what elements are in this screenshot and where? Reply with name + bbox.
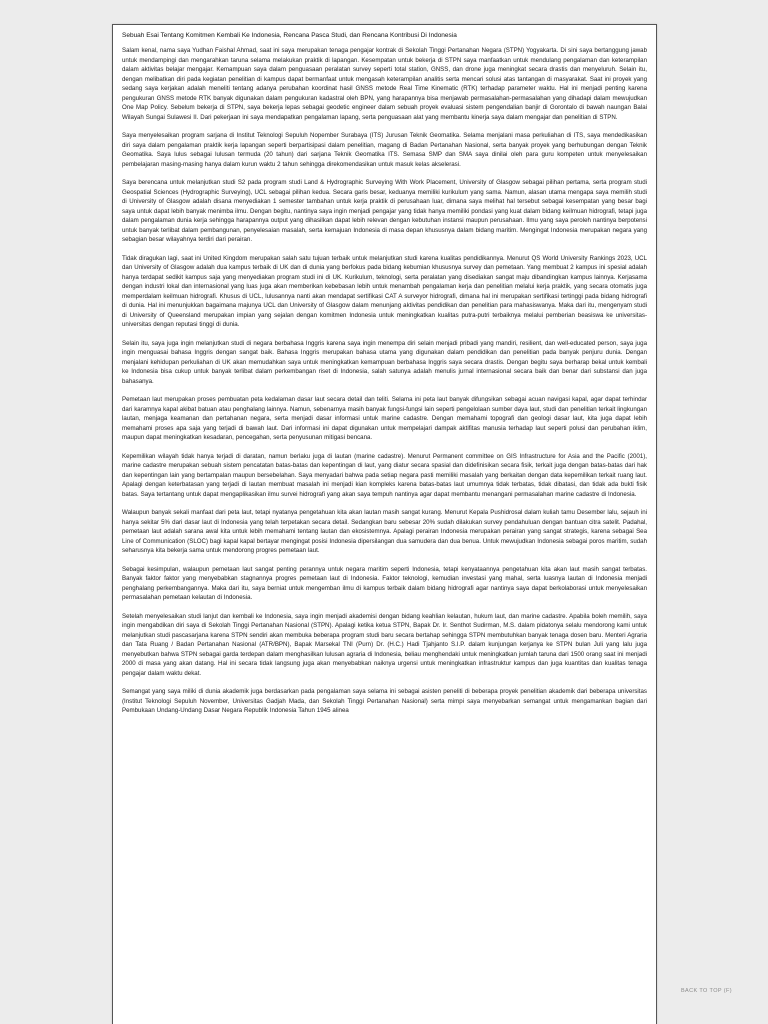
paragraph-conclusion: Sebagai kesimpulan, walaupun pemetaan laut sangat penting perannya untuk negara maritim seperti Indonesia, tetapi kenyataannya pengetahuan kita akan laut masih sangat terbatas. Banyak faktor faktor yang menyebabkan stagnannya progres pemetaan laut di Indonesia. Faktor teknologi, kemudian investasi yang mahal, serta luasnya lautan di Indonesia menjadi penghalang perkembangannya. Maka dari itu, saya berniat untuk mengemban ilmu di kampus terbaik dalam bidang hidrografi agar nantinya saya dapat berkolaborasi untuk menyelesaikan permasalahan pemetaan kelautan di Indonesia.	[122, 565, 647, 601]
paragraph-post-study: Setelah menyelesaikan studi lanjut dan kembali ke Indonesia, saya ingin menjadi akademisi dengan bidang keahlian kelautan, hukum laut, dan marine cadastre. Apabila boleh memilih, saya ingin mengabdikan diri saya di Sekolah Tinggi Pertanahan Nasional (STPN). Apalagi ketika ketua STPN, Bapak Dr. Ir. Senthot Sudirman, M.S. dalam pidatonya selalu mendorong kami untuk melanjutkan studi pascasarjana karena STPN sendiri akan membuka beberapa program studi baru secara bertahap sehingga STPN membutuhkan banyak tenaga dosen baru. Menteri Agraria dan Tata Ruang / Badan Pertanahan Nasional (ATR/BPN), Bapak Marsekal TNI (Purn) Dr. (H.C.) Hadi Tjahjanto S.I.P. dalam kunjungan kerjanya ke STPN bulan Juli yang lalu juga menyebutkan bahwa STPN sebagai garda terdepan dalam menghasilkan lulusan agraria di Indonesia, beliau menghendaki untuk meningkatkan jumlah taruna dari 1500 orang saat ini menjadi 2000 di masa yang akan datang. Hal ini secara tidak langsung juga akan menyebabkan naiknya urgensi untuk meningkatkan infrastruktur kampus dan juga kuantitas dan kualitas tenaga pengajar dalam waktu dekat.	[122, 612, 647, 677]
paragraph-uk-reasons: Tidak diragukan lagi, saat ini United Kingdom merupakan salah satu tujuan terbaik untuk melanjutkan studi karena kualitas pendidikannya. Menurut QS World University Rankings 2023, UCL dan University of Glasgow adalah dua kampus terbaik di UK dan di dunia yang berfokus pada bidang kebumian khususnya survey dan pemetaan. Yang membuat 2 kampus ini spesial adalah hanya terdapat sedikit kampus saja yang menyediakan program studi ini di UK. Kurikulum, teknologi, serta peralatan yang disediakan sangat maju dibandingkan kampus lainnya. Kerjasama dengan industri lokal dan internasional yang luas juga akan memberikan kebebasan lebih untuk menambah pengalaman kerja dan penelitian melalui kerja praktik, yang secara otomatis juga memperdalam keilmuan hidrografi. Khusus di UCL, lulusannya nanti akan mendapat sertifikasi CAT A surveyor hidrografi, dimana hal ini merupakan sertifikasi tertinggi pada bidang hidrografi di dunia. Hal ini menunjukkan bagaimana majunya UCL dan University of Glasgow dalam menunjang aktivitas pendidikan dan penelitian para mahasiswanya. Maka dari itu, mengenyam studi di University of Queensland merupakan impian yang sejalan dengan komitmen Indonesia untuk meningkatkan kualitas putra-putri terbaiknya melalui pemberian beasiswa ke universitas-universitas dengan reputasi tinggi di dunia.	[122, 254, 647, 328]
paragraph-sea-knowledge: Walaupun banyak sekali manfaat dari peta laut, tetapi nyatanya pengetahuan kita akan lautan masih sangat kurang. Menurut Kepala Pushidrosal dalam kuliah tamu Desember lalu, sejauh ini hanya sekitar 5% dari dasar laut di Indonesia yang telah terpetakan secara detail. Sedangkan baru sebesar 20% sudah dilakukan survey pendahuluan dengan bantuan citra satelit. Padahal, pemetaan laut adalah sarana awal kita untuk lebih memahami tentang lautan dan ekosistemnya. Apalagi perairan Indonesia merupakan perairan yang sangat strategis, karena sebagai Sea Line of Communication (SLOC) bagi kapal kapal bertayar mengingat posisi Indonesia dipersilangan dua samudera dan dua benua. Untuk mewujudkan Indonesia sebagai poros maritim, sudah seharusnya kita bekerja sama untuk mendorong progres pemetaan laut.	[122, 509, 647, 554]
paragraph-sea-mapping: Pemetaan laut merupakan proses pembuatan peta kedalaman dasar laut secara detail dan teliti. Selama ini peta laut banyak difungsikan sebagai acuan navigasi kapal, agar dapat terhindar dari karamnya kapal akibat batuan atau penghalang lainnya. Namun, sebenarnya masih banyak fungsi-fungsi lain seperti pengelolaan sumber daya laut, studi dan penelitian terkait lingkungan lautan, menjaga keamanan dan pertahanan negara, serta menjadi dasar informasi untuk marine cadastre. Dengan memahami topografi dan geologi dasar laut, kita juga dapat lebih memahami proses apa saja yang terjadi di bawah laut. Dari informasi ini dapat digunakan untuk mempelajari dampak aktifitas manusia terhadap laut seperti polusi dan perubahan iklim, maupun dapat meningkatkan kesadaran, pencegahan, serta penyusunan mitigasi bencana.	[122, 396, 647, 441]
page-content	[113, 25, 656, 716]
document-title: Sebuah Esai Tentang Komitmen Kembali Ke Indonesia, Rencana Pasca Studi, dan Rencana Kontribusi Di Indonesia	[122, 32, 457, 39]
paragraph-study-plan: Saya berencana untuk melanjutkan studi S2 pada program studi Land & Hydrographic Surveying With Work Placement, University of Glasgow sebagai pilihan pertama, serta program studi Geospatial Sciences (Hydrographic Surveying), UCL sebagai pilihan kedua. Secara garis besar, keduanya memiliki kurikulum yang sama. Namun, alasan utama mengapa saya memilih studi di University of Glasgow adalah disana menyediakan 1 semester tambahan untuk kerja praktik di perusahaan luar, dimana saya melihat hal tersebut sebagai kesempatan yang besar bagi saya untuk dapat lebih banyak menimba ilmu. Dengan begitu, nantinya saya ingin menjadi pengajar yang tidak hanya memiliki pondasi yang kuat dalam bidang keilmuan hidrografi, tetapi juga dalam pengalaman dunia kerja sehingga harapannya output yang dihasilkan dapat lebih relevan dengan kebutuhan instansi maupun perusahaan. Ilmu yang saya peroleh nantinya berpotensi untuk banyak terlibat dalam pembangunan, penyelesaian masalah, serta kemajuan Indonesia di masa depan khususnya dalam bidang maritim. Mengingat Indonesia merupakan negara yang sebagian besar wilayahnya terdiri dari perairan.	[122, 179, 647, 243]
paragraph-intro: Salam kenal, nama saya Yudhan Faishal Ahmad, saat ini saya merupakan tenaga pengajar kontrak di Sekolah Tinggi Pertanahan Negara (STPN) Yogyakarta. Di sini saya bertanggung jawab untuk mendampingi dan mengarahkan taruna selama melakukan praktik di lapangan. Kesempatan untuk bekerja di STPN saya manfaatkan untuk mendulang pengalaman dan keterampilan dalam aktivitas belajar mengajar. Kemampuan saya dalam penguasaan peralatan survey seperti total station, GNSS, dan drone juga meningkat secara drastis dan menyeluruh. Selain itu, dengan melibatkan diri pada kegiatan penelitian di kampus dapat bermanfaat untuk mengasah keterampilan analitis serta mencari solusi atas tantangan di masyarakat. Saat ini proyek yang sedang saya kerjakan adalah meneliti tentang adanya perubahan koordinat hasil GNSS metode Real Time Kinematic (RTK) terhadap parameter waktu. Hal ini menjadi penting karena pengukuran GNSS metode RTK banyak digunakan dalam pengukuran kadastral oleh BPN, yang harapannya bisa menjawab permasalahan-permasalahan yang dihadapi dalam mewujudkan One Map Policy. Sebelum bekerja di STPN, saya bekerja lepas sebagai geodetic engineer dalam sebuah proyek evaluasi sistem pengendalian banjir di Gorontalo di bawah naungan Balai Wilayah Sungai Sulawesi II. Dari pekerjaan ini saya mendapatkan pengalaman lapang, serta penguasaan alat yang membantu kinerja saya dalam mengajar dan penelitian di STPN.	[122, 47, 647, 121]
back-to-top-link[interactable]: BACK TO TOP (F)	[680, 988, 732, 994]
paragraph-education: Saya menyelesaikan program sarjana di Institut Teknologi Sepuluh Nopember Surabaya (ITS) Jurusan Teknik Geomatika. Selama menjalani masa perkuliahan di ITS, saya mendedikasikan diri saya dalam pengalaman praktik kerja lapangan seperti berpartisipasi dalam penelitian, magang di Badan Pertanahan Nasional, serta banyak proyek yang berhubungan dengan Teknik Geomatika. Saya lulus sebagai lulusan termuda (20 tahun) dari sarjana Teknik Geomatika ITS. Semasa SMP dan SMA saya dinilai oleh para guru kompeten untuk menyelesaikan pembelajaran masing-masing hanya dalam kurun waktu 2 tahun sehingga direkomendasikan untuk masuk kelas akselerasi.	[122, 132, 647, 168]
paragraph-english: Selain itu, saya juga ingin melanjutkan studi di negara berbahasa Inggris karena saya ingin menempa diri selain menjadi pribadi yang mandiri, resilient, dan well-educated person, saya juga ingin menguasai bahasa Inggris dengan sangat baik. Bahasa Inggris merupakan bahasa utama yang digunakan dalam pendidikan dan penelitian pada banyak penjuru dunia. Dengan menjalani kehidupan perkuliahan di UK akan memudahkan saya untuk meningkatkan kemampuan berbahasa Inggris saya secara drastis. Dengan begitu saya berharap bekal untuk kembali ke Indonesia bisa cukup untuk banyak terlibat dalam perkembangan riset di Indonesia, salah satunya adalah menulis jurnal internasional secara baik dan benar dari substansi dan juga bahasanya.	[122, 339, 647, 385]
paragraph-marine-cadastre: Kepemilikan wilayah tidak hanya terjadi di daratan, namun berlaku juga di lautan (marine cadastre). Menurut Permanent committee on GIS Infrastructure for Asia and the Pacific (2001), marine cadastre merupakan sebuah sistem pencatatan batas-batas dan kepentingan di laut, yang diatur secara spasial dan didefinisikan secara fisik, terkait juga dengan batas-batas dari hak dan kepentingan lain yang bertampalan maupun bersebelahan. Saya menyadari bahwa pada setiap negara pasti memiliki masalah yang berkaitan dengan data kepemilikan terkait ruang laut. Apalagi dengan keterbatasan yang terjadi di lautan membuat masalah ini menjadi kian kompleks karena batas-batas laut umumnya tidak terbatas, tidak dibatasi, dan tidak ada bukti fisik batas. Saya tertantang untuk dapat mengaplikasikan ilmu survei hidrografi yang akan saya tempuh nantinya agar dapat membantu menangani permasalahan marine cadastre di Indonesia.	[122, 452, 647, 498]
paragraph-academic-spirit: Semangat yang saya miliki di dunia akademik juga berdasarkan pada pengalaman saya selama ini sebagai asisten peneliti di beberapa proyek penelitian akademik dari beberapa universitas (Institut Teknologi Sepuluh November, Universitas Gadjah Mada, dan Sekolah Tinggi Pertanahan Nasional) serta mimpi saya menyebarkan semangat untuk mengamankan bagian dari Pembukaan Undang-Undang Dasar Negara Republik Indonesia Tahun 1945 alinea	[122, 688, 647, 714]
document-page	[112, 24, 657, 1024]
